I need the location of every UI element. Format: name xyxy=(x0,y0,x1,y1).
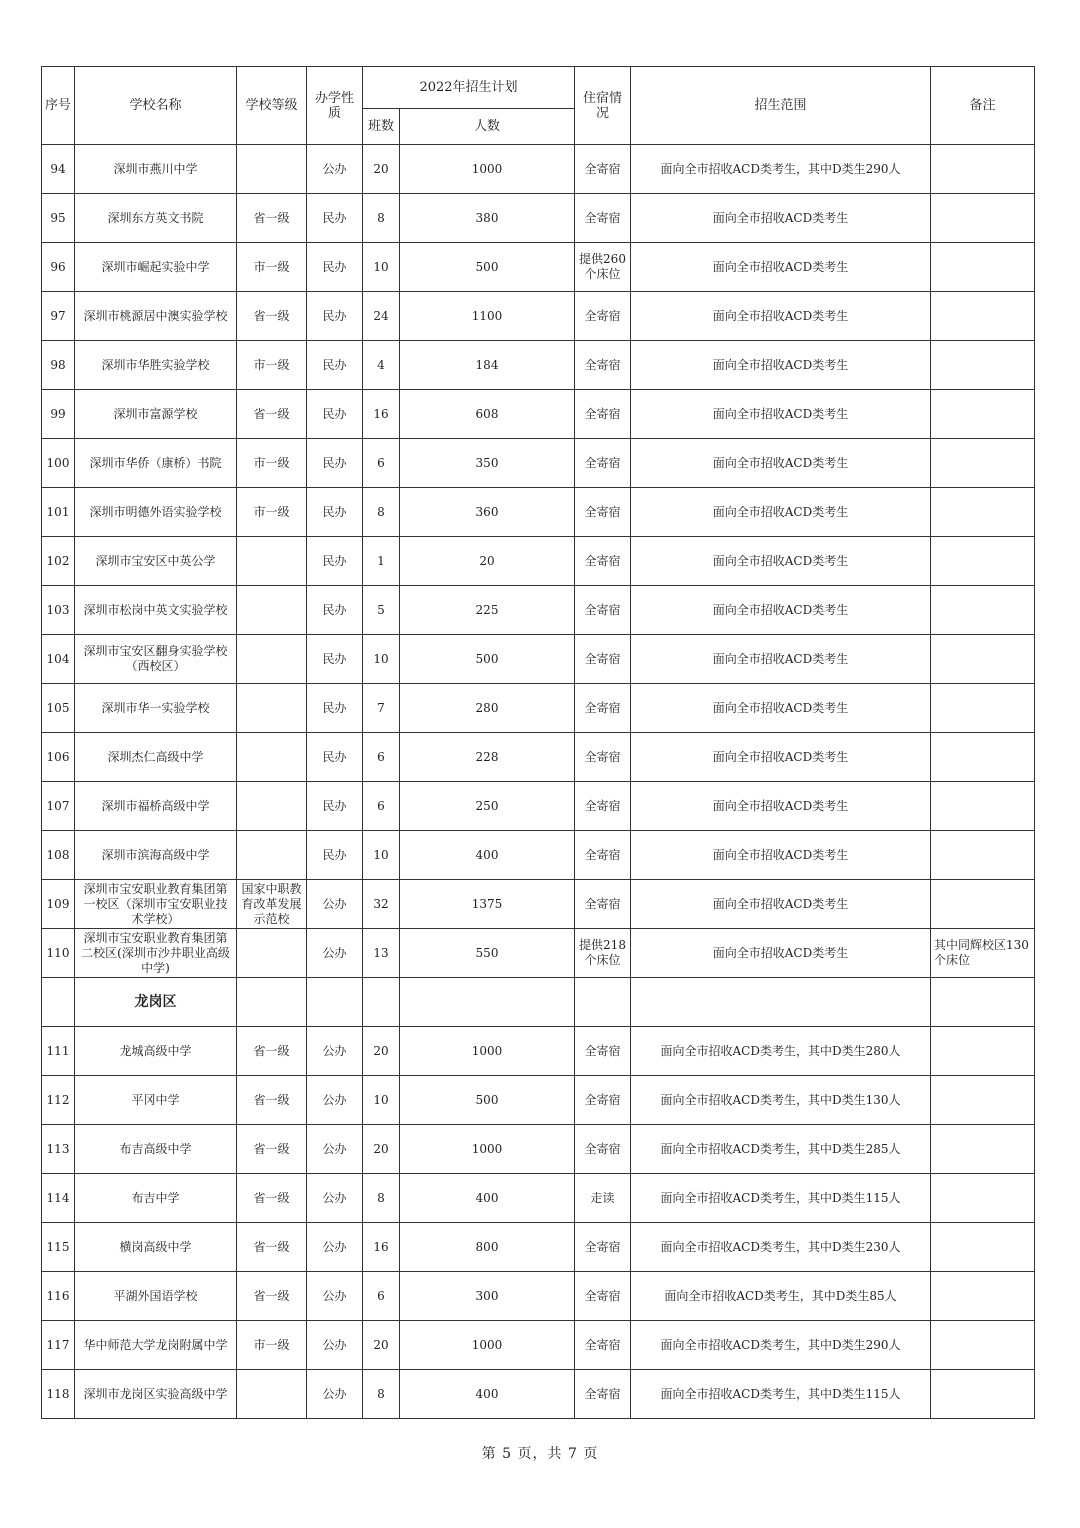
cell-nature: 民办 xyxy=(307,194,363,243)
cell-seq: 95 xyxy=(42,194,75,243)
table-row xyxy=(42,145,1035,194)
cell-school-level xyxy=(237,929,307,978)
cell-boarding: 全寄宿 xyxy=(575,782,631,831)
cell-scope: 面向全市招收ACD类考生 xyxy=(631,831,931,880)
cell-students: 1000 xyxy=(400,145,575,194)
cell-classes: 16 xyxy=(363,1223,400,1272)
cell-nature: 公办 xyxy=(307,1125,363,1174)
table-row xyxy=(42,1321,1035,1370)
header-remark: 备注 xyxy=(931,67,1035,145)
table-row xyxy=(42,1076,1035,1125)
table-row xyxy=(42,782,1035,831)
cell-school-level: 市一级 xyxy=(237,439,307,488)
cell-remark xyxy=(931,194,1035,243)
table-row xyxy=(42,880,1035,929)
cell-remark xyxy=(931,292,1035,341)
cell-classes: 6 xyxy=(363,439,400,488)
cell-nature: 公办 xyxy=(307,1370,363,1419)
cell-nature: 公办 xyxy=(307,880,363,929)
cell-boarding: 全寄宿 xyxy=(575,145,631,194)
cell-nature: 公办 xyxy=(307,1027,363,1076)
cell-school-name: 深圳市宝安职业教育集团第二校区(深圳市沙井职业高级中学) xyxy=(75,929,237,978)
cell-school-level xyxy=(237,831,307,880)
cell-students: 400 xyxy=(400,1370,575,1419)
cell-classes: 6 xyxy=(363,782,400,831)
cell-scope: 面向全市招收ACD类考生 xyxy=(631,684,931,733)
table-row xyxy=(42,194,1035,243)
cell-students: 184 xyxy=(400,341,575,390)
cell-scope: 面向全市招收ACD类考生 xyxy=(631,341,931,390)
cell-classes: 8 xyxy=(363,1370,400,1419)
table-row xyxy=(42,733,1035,782)
cell-remark: 其中同辉校区130个床位 xyxy=(931,929,1035,978)
cell-scope: 面向全市招收ACD类考生 xyxy=(631,880,931,929)
cell-classes: 20 xyxy=(363,1125,400,1174)
cell-seq: 104 xyxy=(42,635,75,684)
table-row xyxy=(42,635,1035,684)
cell-school-name: 布吉中学 xyxy=(75,1174,237,1223)
cell-seq: 103 xyxy=(42,586,75,635)
header-school-name: 学校名称 xyxy=(75,67,237,145)
cell-school-name: 龙岗区 xyxy=(75,978,237,1027)
cell-nature: 民办 xyxy=(307,488,363,537)
table-row xyxy=(42,1272,1035,1321)
cell-seq: 101 xyxy=(42,488,75,537)
cell-scope: 面向全市招收ACD类考生，其中D类生290人 xyxy=(631,1321,931,1370)
cell-school-name: 深圳市崛起实验中学 xyxy=(75,243,237,292)
cell-scope: 面向全市招收ACD类考生，其中D类生285人 xyxy=(631,1125,931,1174)
cell-classes: 5 xyxy=(363,586,400,635)
cell-seq: 115 xyxy=(42,1223,75,1272)
cell-remark xyxy=(931,1223,1035,1272)
cell-school-level: 省一级 xyxy=(237,1223,307,1272)
table-row xyxy=(42,488,1035,537)
table-row xyxy=(42,1223,1035,1272)
cell-school-level xyxy=(237,978,307,1027)
cell-seq: 117 xyxy=(42,1321,75,1370)
cell-seq: 108 xyxy=(42,831,75,880)
cell-nature: 民办 xyxy=(307,537,363,586)
header-school-level: 学校等级 xyxy=(237,67,307,145)
cell-scope: 面向全市招收ACD类考生 xyxy=(631,929,931,978)
cell-students: 400 xyxy=(400,831,575,880)
cell-remark xyxy=(931,880,1035,929)
cell-boarding: 全寄宿 xyxy=(575,586,631,635)
table-row xyxy=(42,537,1035,586)
cell-school-name: 深圳市宝安区翻身实验学校（西校区） xyxy=(75,635,237,684)
footer-page-number: 5 xyxy=(502,1446,513,1462)
header-boarding: 住宿情况 xyxy=(575,67,631,145)
cell-remark xyxy=(931,831,1035,880)
cell-school-level: 省一级 xyxy=(237,1272,307,1321)
cell-seq: 97 xyxy=(42,292,75,341)
cell-boarding: 全寄宿 xyxy=(575,733,631,782)
cell-students: 250 xyxy=(400,782,575,831)
cell-scope: 面向全市招收ACD类考生 xyxy=(631,439,931,488)
cell-scope: 面向全市招收ACD类考生 xyxy=(631,488,931,537)
cell-nature: 民办 xyxy=(307,782,363,831)
cell-school-level xyxy=(237,537,307,586)
section-row xyxy=(42,978,1035,1027)
cell-remark xyxy=(931,341,1035,390)
cell-students: 1000 xyxy=(400,1125,575,1174)
cell-remark xyxy=(931,1076,1035,1125)
cell-boarding: 全寄宿 xyxy=(575,1076,631,1125)
cell-seq: 118 xyxy=(42,1370,75,1419)
cell-seq: 98 xyxy=(42,341,75,390)
table-row xyxy=(42,1370,1035,1419)
enrollment-table-container xyxy=(41,66,1034,1419)
table-row xyxy=(42,341,1035,390)
cell-school-name: 深圳市燕川中学 xyxy=(75,145,237,194)
cell-classes: 4 xyxy=(363,341,400,390)
cell-nature: 公办 xyxy=(307,929,363,978)
cell-boarding xyxy=(575,978,631,1027)
cell-school-level: 省一级 xyxy=(237,1027,307,1076)
footer-prefix: 第 xyxy=(481,1446,497,1462)
cell-boarding: 全寄宿 xyxy=(575,831,631,880)
cell-students: 20 xyxy=(400,537,575,586)
cell-scope: 面向全市招收ACD类考生，其中D类生85人 xyxy=(631,1272,931,1321)
cell-nature: 民办 xyxy=(307,733,363,782)
cell-nature: 民办 xyxy=(307,390,363,439)
cell-remark xyxy=(931,635,1035,684)
table-row xyxy=(42,292,1035,341)
cell-remark xyxy=(931,439,1035,488)
cell-remark xyxy=(931,782,1035,831)
cell-students: 550 xyxy=(400,929,575,978)
cell-seq: 109 xyxy=(42,880,75,929)
cell-classes: 1 xyxy=(363,537,400,586)
cell-scope xyxy=(631,978,931,1027)
cell-school-name: 深圳市松岗中英文实验学校 xyxy=(75,586,237,635)
cell-boarding: 全寄宿 xyxy=(575,1125,631,1174)
cell-classes: 20 xyxy=(363,1027,400,1076)
cell-school-level: 省一级 xyxy=(237,292,307,341)
cell-school-level xyxy=(237,635,307,684)
cell-boarding: 全寄宿 xyxy=(575,1223,631,1272)
cell-nature: 民办 xyxy=(307,635,363,684)
cell-boarding: 全寄宿 xyxy=(575,1321,631,1370)
cell-boarding: 全寄宿 xyxy=(575,537,631,586)
cell-students xyxy=(400,978,575,1027)
cell-school-level: 省一级 xyxy=(237,1076,307,1125)
cell-school-name: 深圳市富源学校 xyxy=(75,390,237,439)
cell-boarding: 全寄宿 xyxy=(575,1272,631,1321)
cell-students: 1100 xyxy=(400,292,575,341)
cell-scope: 面向全市招收ACD类考生 xyxy=(631,537,931,586)
cell-seq: 102 xyxy=(42,537,75,586)
cell-school-level: 省一级 xyxy=(237,390,307,439)
cell-students: 500 xyxy=(400,635,575,684)
cell-remark xyxy=(931,1027,1035,1076)
cell-school-name: 深圳市宝安职业教育集团第一校区（深圳市宝安职业技术学校） xyxy=(75,880,237,929)
cell-boarding: 走读 xyxy=(575,1174,631,1223)
cell-classes: 13 xyxy=(363,929,400,978)
cell-school-name: 深圳市宝安区中英公学 xyxy=(75,537,237,586)
cell-nature: 公办 xyxy=(307,1174,363,1223)
cell-scope: 面向全市招收ACD类考生 xyxy=(631,782,931,831)
cell-remark xyxy=(931,733,1035,782)
header-scope: 招生范围 xyxy=(631,67,931,145)
cell-remark xyxy=(931,145,1035,194)
cell-remark xyxy=(931,390,1035,439)
cell-boarding: 提供218个床位 xyxy=(575,929,631,978)
cell-seq: 100 xyxy=(42,439,75,488)
cell-seq: 111 xyxy=(42,1027,75,1076)
cell-nature: 民办 xyxy=(307,831,363,880)
cell-boarding: 全寄宿 xyxy=(575,439,631,488)
cell-boarding: 全寄宿 xyxy=(575,684,631,733)
cell-school-level xyxy=(237,684,307,733)
cell-students: 1375 xyxy=(400,880,575,929)
cell-students: 360 xyxy=(400,488,575,537)
cell-remark xyxy=(931,243,1035,292)
cell-boarding: 全寄宿 xyxy=(575,390,631,439)
cell-nature: 公办 xyxy=(307,1321,363,1370)
cell-students: 280 xyxy=(400,684,575,733)
cell-school-level: 市一级 xyxy=(237,243,307,292)
cell-classes: 20 xyxy=(363,1321,400,1370)
cell-classes: 8 xyxy=(363,488,400,537)
cell-scope: 面向全市招收ACD类考生 xyxy=(631,733,931,782)
header-seq: 序号 xyxy=(42,67,75,145)
cell-seq: 105 xyxy=(42,684,75,733)
cell-remark xyxy=(931,586,1035,635)
cell-school-name: 深圳市华侨（康桥）书院 xyxy=(75,439,237,488)
cell-seq: 107 xyxy=(42,782,75,831)
cell-scope: 面向全市招收ACD类考生 xyxy=(631,243,931,292)
cell-remark xyxy=(931,1125,1035,1174)
cell-school-level: 市一级 xyxy=(237,488,307,537)
cell-classes: 7 xyxy=(363,684,400,733)
table-row xyxy=(42,439,1035,488)
cell-remark xyxy=(931,684,1035,733)
page-footer xyxy=(0,1443,1080,1463)
cell-scope: 面向全市招收ACD类考生 xyxy=(631,390,931,439)
cell-seq: 99 xyxy=(42,390,75,439)
cell-school-name: 平冈中学 xyxy=(75,1076,237,1125)
table-row xyxy=(42,1125,1035,1174)
cell-remark xyxy=(931,488,1035,537)
cell-students: 300 xyxy=(400,1272,575,1321)
cell-students: 380 xyxy=(400,194,575,243)
cell-school-name: 深圳市华胜实验学校 xyxy=(75,341,237,390)
cell-classes: 10 xyxy=(363,635,400,684)
cell-classes xyxy=(363,978,400,1027)
cell-seq: 112 xyxy=(42,1076,75,1125)
cell-scope: 面向全市招收ACD类考生 xyxy=(631,194,931,243)
cell-school-name: 横岗高级中学 xyxy=(75,1223,237,1272)
cell-school-name: 深圳市滨海高级中学 xyxy=(75,831,237,880)
header-plan: 2022年招生计划 xyxy=(363,67,575,109)
header-students: 人数 xyxy=(400,109,575,145)
cell-classes: 8 xyxy=(363,1174,400,1223)
cell-scope: 面向全市招收ACD类考生，其中D类生290人 xyxy=(631,145,931,194)
cell-school-name: 深圳市龙岗区实验高级中学 xyxy=(75,1370,237,1419)
cell-school-name: 深圳市福桥高级中学 xyxy=(75,782,237,831)
cell-school-level xyxy=(237,586,307,635)
cell-nature: 民办 xyxy=(307,684,363,733)
cell-classes: 10 xyxy=(363,243,400,292)
cell-school-level: 市一级 xyxy=(237,341,307,390)
cell-seq xyxy=(42,978,75,1027)
cell-school-name: 深圳市华一实验学校 xyxy=(75,684,237,733)
cell-boarding: 全寄宿 xyxy=(575,635,631,684)
cell-students: 608 xyxy=(400,390,575,439)
cell-school-level: 国家中职教育改革发展示范校 xyxy=(237,880,307,929)
cell-students: 1000 xyxy=(400,1321,575,1370)
cell-school-name: 平湖外国语学校 xyxy=(75,1272,237,1321)
table-row xyxy=(42,390,1035,439)
cell-students: 225 xyxy=(400,586,575,635)
enrollment-table xyxy=(41,66,1035,1419)
cell-scope: 面向全市招收ACD类考生，其中D类生115人 xyxy=(631,1174,931,1223)
header-classes: 班数 xyxy=(363,109,400,145)
cell-classes: 10 xyxy=(363,831,400,880)
cell-scope: 面向全市招收ACD类考生，其中D类生280人 xyxy=(631,1027,931,1076)
cell-school-level: 省一级 xyxy=(237,1125,307,1174)
table-row xyxy=(42,243,1035,292)
cell-nature: 公办 xyxy=(307,1223,363,1272)
cell-nature: 公办 xyxy=(307,1272,363,1321)
table-row xyxy=(42,929,1035,978)
cell-nature: 民办 xyxy=(307,243,363,292)
footer-middle: 页，共 xyxy=(517,1446,563,1462)
cell-classes: 6 xyxy=(363,1272,400,1321)
cell-boarding: 全寄宿 xyxy=(575,1370,631,1419)
cell-classes: 6 xyxy=(363,733,400,782)
cell-school-name: 龙城高级中学 xyxy=(75,1027,237,1076)
cell-nature: 民办 xyxy=(307,292,363,341)
cell-scope: 面向全市招收ACD类考生，其中D类生130人 xyxy=(631,1076,931,1125)
cell-students: 228 xyxy=(400,733,575,782)
header-nature: 办学性质 xyxy=(307,67,363,145)
cell-nature: 民办 xyxy=(307,586,363,635)
cell-school-name: 布吉高级中学 xyxy=(75,1125,237,1174)
footer-suffix: 页 xyxy=(583,1446,599,1462)
cell-students: 500 xyxy=(400,1076,575,1125)
cell-students: 350 xyxy=(400,439,575,488)
cell-remark xyxy=(931,1272,1035,1321)
cell-remark xyxy=(931,1321,1035,1370)
cell-school-level: 省一级 xyxy=(237,194,307,243)
footer-total-pages: 7 xyxy=(567,1446,578,1462)
cell-seq: 110 xyxy=(42,929,75,978)
cell-boarding: 全寄宿 xyxy=(575,880,631,929)
cell-classes: 24 xyxy=(363,292,400,341)
cell-boarding: 全寄宿 xyxy=(575,292,631,341)
cell-boarding: 全寄宿 xyxy=(575,488,631,537)
cell-remark xyxy=(931,537,1035,586)
cell-classes: 20 xyxy=(363,145,400,194)
cell-school-level xyxy=(237,733,307,782)
cell-remark xyxy=(931,978,1035,1027)
cell-school-name: 深圳杰仁高级中学 xyxy=(75,733,237,782)
cell-scope: 面向全市招收ACD类考生 xyxy=(631,635,931,684)
cell-seq: 116 xyxy=(42,1272,75,1321)
cell-school-level xyxy=(237,145,307,194)
table-row xyxy=(42,1027,1035,1076)
cell-boarding: 提供260个床位 xyxy=(575,243,631,292)
cell-scope: 面向全市招收ACD类考生，其中D类生115人 xyxy=(631,1370,931,1419)
cell-boarding: 全寄宿 xyxy=(575,1027,631,1076)
cell-nature: 公办 xyxy=(307,1076,363,1125)
cell-seq: 106 xyxy=(42,733,75,782)
cell-remark xyxy=(931,1370,1035,1419)
table-row xyxy=(42,586,1035,635)
cell-boarding: 全寄宿 xyxy=(575,341,631,390)
cell-classes: 16 xyxy=(363,390,400,439)
header-row-1 xyxy=(42,67,1035,109)
cell-nature: 公办 xyxy=(307,145,363,194)
cell-remark xyxy=(931,1174,1035,1223)
cell-scope: 面向全市招收ACD类考生 xyxy=(631,292,931,341)
cell-seq: 96 xyxy=(42,243,75,292)
cell-nature: 民办 xyxy=(307,341,363,390)
cell-school-level xyxy=(237,1370,307,1419)
cell-boarding: 全寄宿 xyxy=(575,194,631,243)
cell-students: 1000 xyxy=(400,1027,575,1076)
cell-seq: 94 xyxy=(42,145,75,194)
cell-school-name: 深圳市明德外语实验学校 xyxy=(75,488,237,537)
table-body xyxy=(42,145,1035,1419)
cell-students: 500 xyxy=(400,243,575,292)
cell-school-level xyxy=(237,782,307,831)
cell-scope: 面向全市招收ACD类考生，其中D类生230人 xyxy=(631,1223,931,1272)
cell-nature xyxy=(307,978,363,1027)
cell-scope: 面向全市招收ACD类考生 xyxy=(631,586,931,635)
cell-students: 800 xyxy=(400,1223,575,1272)
table-row xyxy=(42,831,1035,880)
cell-school-name: 深圳市桃源居中澳实验学校 xyxy=(75,292,237,341)
table-header xyxy=(42,67,1035,145)
cell-seq: 113 xyxy=(42,1125,75,1174)
cell-classes: 32 xyxy=(363,880,400,929)
cell-students: 400 xyxy=(400,1174,575,1223)
cell-classes: 8 xyxy=(363,194,400,243)
cell-school-name: 华中师范大学龙岗附属中学 xyxy=(75,1321,237,1370)
table-row xyxy=(42,684,1035,733)
cell-school-level: 市一级 xyxy=(237,1321,307,1370)
cell-nature: 民办 xyxy=(307,439,363,488)
table-row xyxy=(42,1174,1035,1223)
cell-seq: 114 xyxy=(42,1174,75,1223)
cell-school-level: 省一级 xyxy=(237,1174,307,1223)
cell-classes: 10 xyxy=(363,1076,400,1125)
cell-school-name: 深圳东方英文书院 xyxy=(75,194,237,243)
